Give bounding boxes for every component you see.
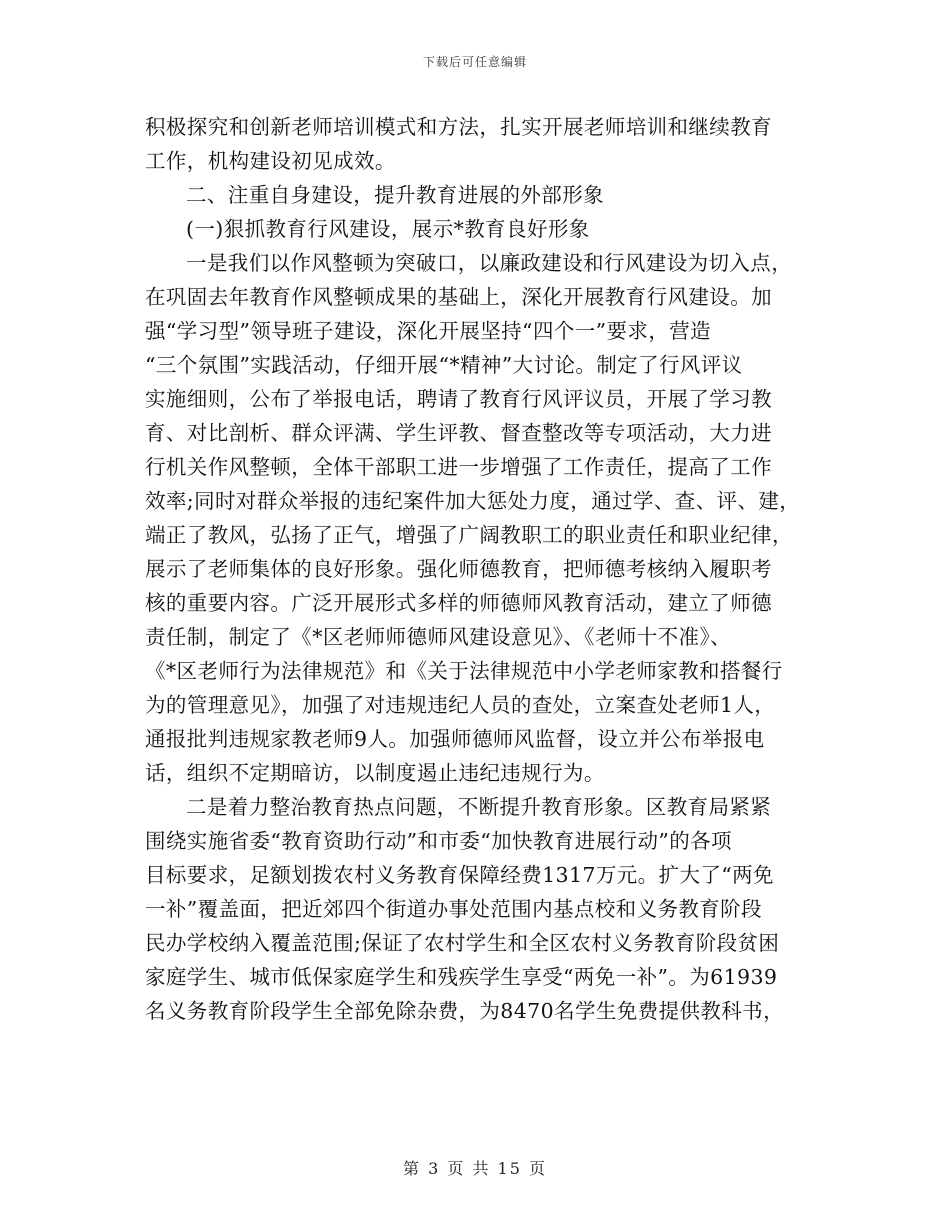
- body-line: 强“学习型”领导班子建设，深化开展坚持“四个一”要求，营造: [145, 319, 712, 343]
- body-line: 话，组织不定期暗访，以制度遏止违纪违规行为。: [145, 761, 605, 785]
- body-line: 端正了教风，弘扬了正气，增强了广阔教职工的职业责任和职业纪律，: [145, 523, 793, 547]
- body-line: 一补”覆盖面，把近郊四个街道办事处范围内基点校和义务教育阶段: [145, 897, 762, 921]
- body-line: 民办学校纳入覆盖范围;保证了农村学生和全区农村义务教育阶段贫困: [145, 931, 780, 955]
- body-line: 工作，机构建设初见成效。: [145, 149, 396, 173]
- body-line: “三个氛围”实践活动，仔细开展“*精神”大讨论。制定了行风评议: [145, 353, 743, 377]
- section-heading: 二、注重自身建设，提升教育进展的外部形象: [186, 183, 604, 207]
- body-line: 为的管理意见》，加强了对违规违纪人员的查处，立案查处老师1人，: [145, 693, 776, 717]
- body-line: 效率;同时对群众举报的违纪案件加大惩处力度，通过学、查、评、建，: [145, 489, 801, 513]
- body-line: 在巩固去年教育作风整顿成果的基础上，深化开展教育行风建设。加: [145, 285, 772, 309]
- paragraph-start: 二是着力整治教育热点问题，不断提升教育形象。区教育局紧紧: [186, 795, 772, 819]
- body-line: 名义务教育阶段学生全部免除杂费，为8470名学生免费提供教科书，: [145, 999, 784, 1023]
- body-line: 行机关作风整顿，全体干部职工进一步增强了工作责任，提高了工作: [145, 455, 772, 479]
- body-line: 积极探究和创新老师培训模式和方法，扎实开展老师培训和继续教育: [145, 115, 772, 139]
- body-line: 实施细则，公布了举报电话，聘请了教育行风评议员，开展了学习教: [145, 387, 772, 411]
- body-line: 育、对比剖析、群众评满、学生评教、督查整改等专项活动，大力进: [145, 421, 772, 445]
- body-line: 《*区老师行为法律规范》和《关于法律规范中小学老师家教和搭餐行: [145, 659, 783, 683]
- page-header: 下载后可任意编辑: [422, 55, 527, 69]
- body-line: 展示了老师集体的良好形象。强化师德教育，把师德考核纳入履职考: [145, 557, 772, 581]
- body-line: 目标要求，足额划拨农村义务教育保障经费1317万元。扩大了“两免: [145, 863, 774, 887]
- paragraph-start: 一是我们以作风整顿为突破口，以廉政建设和行风建设为切入点，: [186, 251, 793, 275]
- body-line: 家庭学生、城市低保家庭学生和残疾学生享受“两免一补”。为61939: [145, 965, 778, 989]
- body-line: 责任制，制定了《*区老师师德师风建设意见》、《老师十不准》、: [145, 625, 731, 649]
- body-line: 通报批判违规家教老师9人。加强师德师风监督，设立并公布举报电: [145, 727, 765, 751]
- body-line: 围绕实施省委“教育资助行动”和市委“加快教育进展行动”的各项: [145, 829, 732, 853]
- page-number-footer: 第 3 页 共 15 页: [403, 1159, 547, 1178]
- document-body: [145, 110, 800, 1028]
- subsection-heading: (一)狠抓教育行风建设，展示*教育良好形象: [186, 217, 590, 241]
- body-line: 核的重要内容。广泛开展形式多样的师德师风教育活动，建立了师德: [145, 591, 772, 615]
